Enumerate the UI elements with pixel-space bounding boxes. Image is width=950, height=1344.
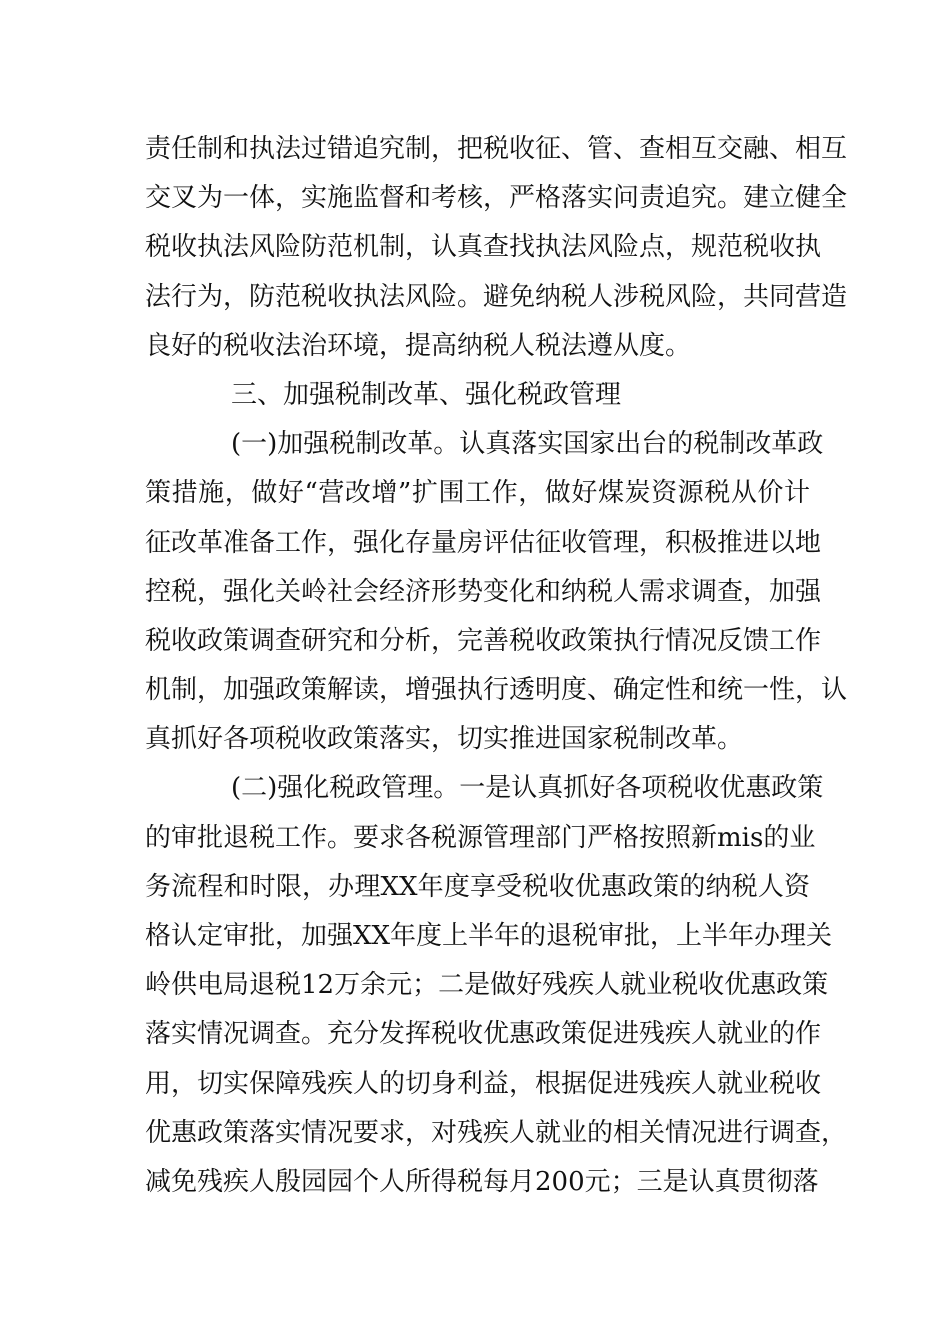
text-line: 真抓好各项税收政策落实，切实推进国家税制改革。 (145, 724, 744, 755)
text-line: 良好的税收法治环境，提高纳税人税法遵从度。 (145, 330, 692, 361)
section-heading: 三、加强税制改革、强化税政管理 (231, 379, 622, 410)
text-line: 策措施，做好“营改增”扩围工作，做好煤炭资源税从价计 (145, 478, 810, 509)
text-line: 法行为，防范税收执法风险。避免纳税人涉税风险，共同营造 (145, 281, 848, 312)
text-line: 税收政策调查研究和分析，完善税收政策执行情况反馈工作 (145, 625, 822, 656)
text-line: 控税，强化关岭社会经济形势变化和纳税人需求调查，加强 (145, 576, 822, 607)
text-line: 的审批退税工作。要求各税源管理部门严格按照新mis的业 (145, 822, 816, 853)
text-line: 责任制和执法过错追究制，把税收征、管、查相互交融、相互 (145, 134, 848, 164)
document-body (145, 125, 848, 1207)
text-line: 格认定审批，加强XX年度上半年的退税审批，上半年办理关 (145, 921, 833, 951)
text-line: (二)强化税政管理。一是认真抓好各项税收优惠政策 (231, 773, 824, 804)
text-line: 税收执法风险防范机制，认真查找执法风险点，规范税收执 (145, 232, 822, 263)
text-line: 务流程和时限，办理XX年度享受税收优惠政策的纳税人资 (145, 871, 810, 902)
text-line: (一)加强税制改革。认真落实国家出台的税制改革政 (231, 429, 824, 460)
text-line: 征改革准备工作，强化存量房评估征收管理，积极推进以地 (145, 527, 822, 558)
text-line: 机制，加强政策解读，增强执行透明度、确定性和统一性，认 (145, 675, 848, 706)
text-line: 减免残疾人殷园园个人所得税每月200元；三是认真贯彻落 (145, 1166, 819, 1197)
text-line: 用，切实保障残疾人的切身利益，根据促进残疾人就业税收 (145, 1068, 822, 1099)
text-line: 优惠政策落实情况要求，对残疾人就业的相关情况进行调查， (145, 1117, 848, 1148)
text-line: 交叉为一体，实施监督和考核，严格落实问责追究。建立健全 (145, 183, 848, 214)
text-line: 岭供电局退税12万余元；二是做好残疾人就业税收优惠政策 (145, 970, 829, 1001)
text-line: 落实情况调查。充分发挥税收优惠政策促进残疾人就业的作 (145, 1019, 822, 1050)
